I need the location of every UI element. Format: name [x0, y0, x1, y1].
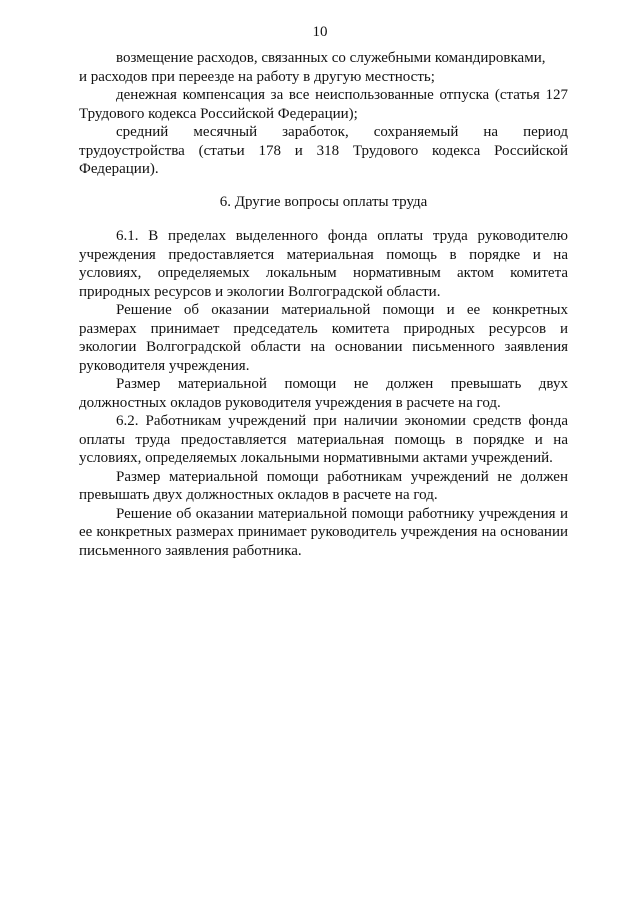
paragraph-travel-expenses: возмещение расходов, связанных со служебными командировками, — [116, 50, 546, 66]
paragraph-6-2: 6.2. Работникам учреждений при наличии экономии средств фонда оплаты труда предоставляется материальная помощь в порядке и на условиях, определяемых локальными нормативными актами учреждений. — [79, 413, 568, 466]
paragraph-decision-head: Решение об оказании материальной помощи и ее конкретных размерах принимает председатель комитета природных ресурсов и экологии Волгоградской области на основании письменного заявления руководителя учреждения. — [79, 302, 568, 374]
section-heading: 6. Другие вопросы оплаты труда — [219, 193, 428, 210]
paragraph-average-earnings: средний месячный заработок, сохраняемый на период трудоустройства (статьи 178 и 318 Трудового кодекса Российской Федерации). — [79, 124, 568, 177]
paragraph-vacation-compensation: денежная компенсация за все неиспользованные отпуска (статья 127 Трудового кодекса Российской Федерации); — [79, 87, 568, 122]
page-number: 10 — [312, 24, 328, 40]
paragraph-6-1: 6.1. В пределах выделенного фонда оплаты труда руководителю учреждения предоставляется материальная помощь в порядке и на условиях, определяемых локальным нормативным актом комитета природных ресурсов и экологии Волгоградской области. — [79, 228, 568, 300]
paragraph-amount-employees: Размер материальной помощи работникам учреждений не должен превышать двух должностных окладов в расчете на год. — [79, 468, 568, 503]
paragraph-relocation-expenses: и расходов при переезде на работу в другую местность; — [79, 68, 435, 85]
paragraph-amount-head: Размер материальной помощи не должен превышать двух должностных окладов руководителя учреждения в расчете на год. — [79, 376, 568, 411]
document-body — [79, 49, 568, 560]
paragraph-decision-employee: Решение об оказании материальной помощи работнику учреждения и ее конкретных размерах принимает руководитель учреждения на основании письменного заявления работника. — [79, 505, 568, 559]
